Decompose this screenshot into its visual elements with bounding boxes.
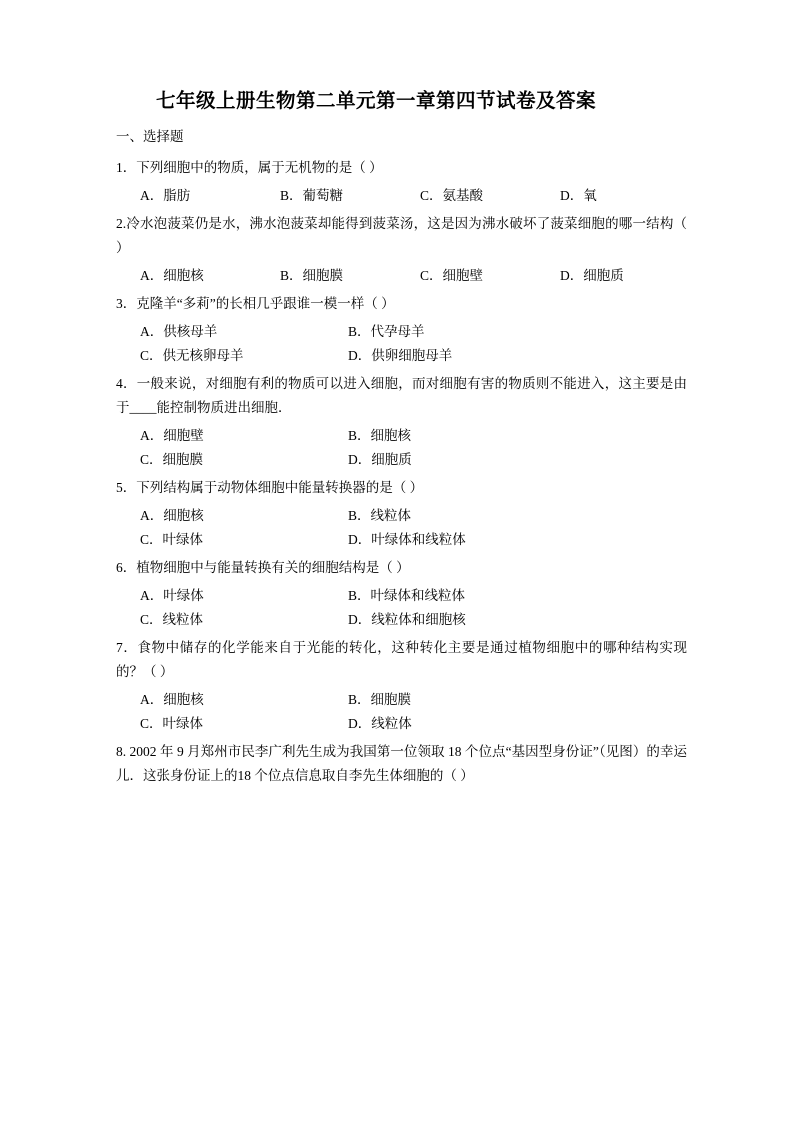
option-a[interactable]: A．供核母羊 <box>140 324 218 339</box>
option-a[interactable]: A．细胞核 <box>140 508 204 523</box>
option-d[interactable]: D．线粒体 <box>348 716 412 731</box>
options-row <box>140 712 687 736</box>
question-options-3 <box>112 320 687 368</box>
options-row <box>140 424 687 448</box>
question-stem-4: 4．一般来说，对细胞有利的物质可以进入细胞，而对细胞有害的物质则不能进入，这主要是由于____能控制物质进出细胞． <box>116 376 687 415</box>
option-d[interactable]: D．线粒体和细胞核 <box>348 612 466 627</box>
page-title: 七年级上册生物第二单元第一章第四节试卷及答案 <box>156 91 597 112</box>
question-options-7 <box>112 688 687 736</box>
option-a[interactable]: A．细胞核 <box>140 268 204 283</box>
option-d[interactable]: D．细胞质 <box>348 452 412 467</box>
options-row <box>140 320 687 344</box>
question-options-4 <box>112 424 687 472</box>
option-b[interactable]: B．细胞核 <box>348 428 412 443</box>
option-c[interactable]: C．供无核卵母羊 <box>140 348 244 363</box>
option-b[interactable]: B．叶绿体和线粒体 <box>348 588 466 603</box>
question-options-2 <box>112 264 687 288</box>
option-d[interactable]: D．细胞质 <box>560 268 624 283</box>
option-d[interactable]: D．氧 <box>560 188 597 203</box>
options-row <box>140 264 687 288</box>
option-c[interactable]: C．线粒体 <box>140 612 204 627</box>
options-row <box>140 608 687 632</box>
section-heading: 一、选择题 <box>116 129 184 144</box>
question-stem-5: 5．下列结构属于动物体细胞中能量转换器的是（ ） <box>116 480 424 495</box>
option-b[interactable]: B．代孕母羊 <box>348 324 425 339</box>
option-c[interactable]: C．叶绿体 <box>140 716 204 731</box>
option-a[interactable]: A．叶绿体 <box>140 588 204 603</box>
option-c[interactable]: C．细胞壁 <box>420 268 484 283</box>
option-a[interactable]: A．细胞核 <box>140 692 204 707</box>
options-row <box>140 688 687 712</box>
question-stem-7: 7．食物中储存的化学能来自于光能的转化，这种转化主要是通过植物细胞中的哪种结构实现的？（ ） <box>116 640 687 679</box>
options-row <box>140 448 687 472</box>
options-row <box>140 528 687 552</box>
option-a[interactable]: A．细胞壁 <box>140 428 204 443</box>
option-b[interactable]: B．细胞膜 <box>280 268 344 283</box>
option-a[interactable]: A．脂肪 <box>140 188 191 203</box>
options-row <box>140 184 687 208</box>
question-options-5 <box>112 504 687 552</box>
option-c[interactable]: C．细胞膜 <box>140 452 204 467</box>
option-d[interactable]: D．叶绿体和线粒体 <box>348 532 466 547</box>
question-options-1 <box>112 184 687 208</box>
option-b[interactable]: B．葡萄糖 <box>280 188 344 203</box>
question-stem-3: 3．克隆羊“多莉”的长相几乎跟谁一模一样（ ） <box>116 296 395 311</box>
option-c[interactable]: C．叶绿体 <box>140 532 204 547</box>
option-b[interactable]: B．细胞膜 <box>348 692 412 707</box>
options-row <box>140 344 687 368</box>
question-options-6 <box>112 584 687 632</box>
option-b[interactable]: B．线粒体 <box>348 508 412 523</box>
question-stem-8: 8. 2002 年 9 月郑州市民李广利先生成为我国第一位领取 18 个位点“基因型身份证”（见图）的幸运儿．这张身份证上的18 个位点信息取自李先生体细胞的（ ） <box>116 744 687 783</box>
options-row <box>140 584 687 608</box>
option-d[interactable]: D．供卵细胞母羊 <box>348 348 453 363</box>
question-stem-1: 1．下列细胞中的物质，属于无机物的是（ ） <box>116 160 383 175</box>
question-stem-6: 6．植物细胞中与能量转换有关的细胞结构是（ ） <box>116 560 410 575</box>
options-row <box>140 504 687 528</box>
option-c[interactable]: C．氨基酸 <box>420 188 484 203</box>
question-stem-2: 2.冷水泡菠菜仍是水，沸水泡菠菜却能得到菠菜汤，这是因为沸水破坏了菠菜细胞的哪一结构（ ） <box>116 216 687 255</box>
document-body <box>112 88 687 792</box>
